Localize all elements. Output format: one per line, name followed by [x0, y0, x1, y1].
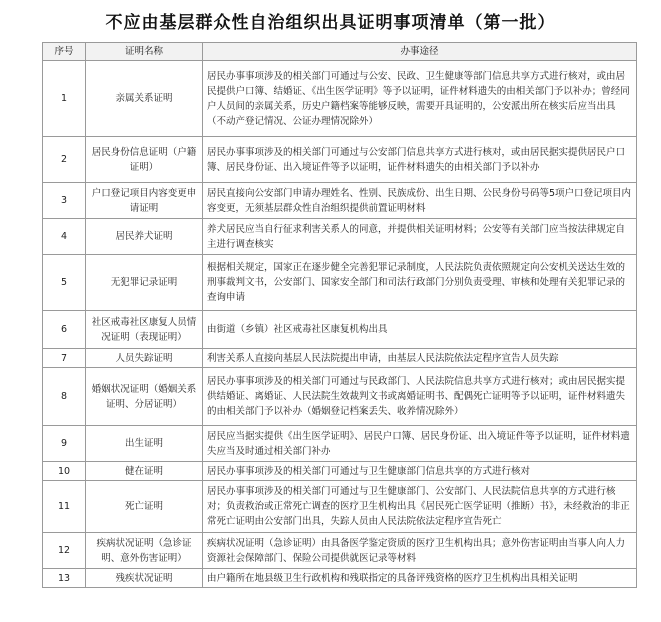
row-name: 出生证明 — [86, 426, 203, 462]
column-header-index: 序号 — [43, 43, 86, 61]
table-row — [43, 481, 637, 533]
table-row — [43, 426, 637, 462]
row-index: 9 — [43, 426, 86, 462]
table-row — [43, 311, 637, 349]
row-procedure: 由街道（乡镇）社区戒毒社区康复机构出具 — [203, 311, 637, 349]
table-row — [43, 349, 637, 368]
row-index: 2 — [43, 137, 86, 183]
table-row — [43, 368, 637, 426]
row-index: 5 — [43, 255, 86, 311]
row-name: 无犯罪记录证明 — [86, 255, 203, 311]
column-header-name: 证明名称 — [86, 43, 203, 61]
row-procedure: 居民直接向公安部门申请办理姓名、性别、民族成份、出生日期、公民身份号码等5项户口登记项目内容变更，无须基层群众性自治组织提供前置证明材料 — [203, 183, 637, 219]
row-name: 死亡证明 — [86, 481, 203, 533]
row-procedure: 由户籍所在地县级卫生行政机构和残联指定的具备评残资格的医疗卫生机构出具相关证明 — [203, 569, 637, 588]
row-index: 4 — [43, 219, 86, 255]
row-index: 11 — [43, 481, 86, 533]
column-header-procedure: 办事途径 — [203, 43, 637, 61]
table-row — [43, 219, 637, 255]
row-procedure: 居民办事事项涉及的相关部门可通过与卫生健康部门信息共享的方式进行核对 — [203, 462, 637, 481]
row-index: 1 — [43, 61, 86, 137]
table-row — [43, 255, 637, 311]
table-row — [43, 569, 637, 588]
row-index: 10 — [43, 462, 86, 481]
table-row — [43, 61, 637, 137]
row-name: 亲属关系证明 — [86, 61, 203, 137]
row-index: 3 — [43, 183, 86, 219]
row-index: 13 — [43, 569, 86, 588]
row-procedure: 根据相关规定，国家正在逐步健全完善犯罪记录制度，人民法院负责依照规定向公安机关送达生效的刑事裁判文书，公安部门、国家安全部门和司法行政部门分别负责受理、审核和处理有关犯罪记录的查询申请 — [203, 255, 637, 311]
row-index: 8 — [43, 368, 86, 426]
row-procedure: 疾病状况证明（急诊证明）由具备医学鉴定资质的医疗卫生机构出具；意外伤害证明由当事人向人力资源社会保障部门、保险公司提供就医记录等材料 — [203, 533, 637, 569]
row-procedure: 居民办事事项涉及的相关部门可通过与公安、民政、卫生健康等部门信息共享方式进行核对，或由居民提供户口簿、结婚证、《出生医学证明》等予以证明，证件材料遗失的由相关部门予以补办；曾经同户人员间的亲属关系，历史户籍档案等能够反映，需要开具证明的，公安派出所在核实后应当出具（不动产登记情况、公证办理情况除外） — [203, 61, 637, 137]
row-name: 疾病状况证明（急诊证明、意外伤害证明） — [86, 533, 203, 569]
table-header-row — [43, 43, 637, 61]
row-name: 户口登记项目内容变更申请证明 — [86, 183, 203, 219]
table-row — [43, 137, 637, 183]
row-name: 健在证明 — [86, 462, 203, 481]
row-procedure: 居民办事事项涉及的相关部门可通过与民政部门、人民法院信息共享方式进行核对；或由居民据实提供结婚证、离婚证、人民法院生效裁判文书或离婚证明书、配偶死亡证明等予以证明，证件材料遗失的由相关部门予以补办（婚姻登记档案丢失、收养情况除外） — [203, 368, 637, 426]
page-title: 不应由基层群众性自治组织出具证明事项清单（第一批） — [105, 13, 556, 33]
table-row — [43, 462, 637, 481]
row-procedure: 利害关系人直接向基层人民法院提出申请，由基层人民法院依法定程序宣告人员失踪 — [203, 349, 637, 368]
row-procedure: 居民办事事项涉及的相关部门可通过与卫生健康部门、公安部门、人民法院信息共享的方式进行核对；负责救治或正常死亡调查的医疗卫生机构出具《居民死亡医学证明（推断）书》，未经救治的非正常死亡证明由公安部门出具，失踪人员由人民法院依法定程序宣告死亡 — [203, 481, 637, 533]
row-name: 婚姻状况证明（婚姻关系证明、分居证明） — [86, 368, 203, 426]
row-procedure: 居民办事事项涉及的相关部门可通过与公安部门信息共享方式进行核对，或由居民据实提供居民户口簿、居民身份证、出入境证件等予以证明，证件材料遗失的由相关部门予以补办 — [203, 137, 637, 183]
row-index: 7 — [43, 349, 86, 368]
row-index: 6 — [43, 311, 86, 349]
certificate-list-table — [42, 42, 637, 588]
table-row — [43, 533, 637, 569]
row-name: 居民身份信息证明（户籍证明） — [86, 137, 203, 183]
row-name: 社区戒毒社区康复人员情况证明（表现证明） — [86, 311, 203, 349]
row-index: 12 — [43, 533, 86, 569]
row-name: 残疾状况证明 — [86, 569, 203, 588]
row-procedure: 居民应当据实提供《出生医学证明》、居民户口簿、居民身份证、出入境证件等予以证明，证件材料遗失应当及时通过相关部门补办 — [203, 426, 637, 462]
row-name: 居民养犬证明 — [86, 219, 203, 255]
row-name: 人员失踪证明 — [86, 349, 203, 368]
table-row — [43, 183, 637, 219]
row-procedure: 养犬居民应当自行征求利害关系人的同意，并提供相关证明材料；公安等有关部门应当按法律规定自主进行调查核实 — [203, 219, 637, 255]
